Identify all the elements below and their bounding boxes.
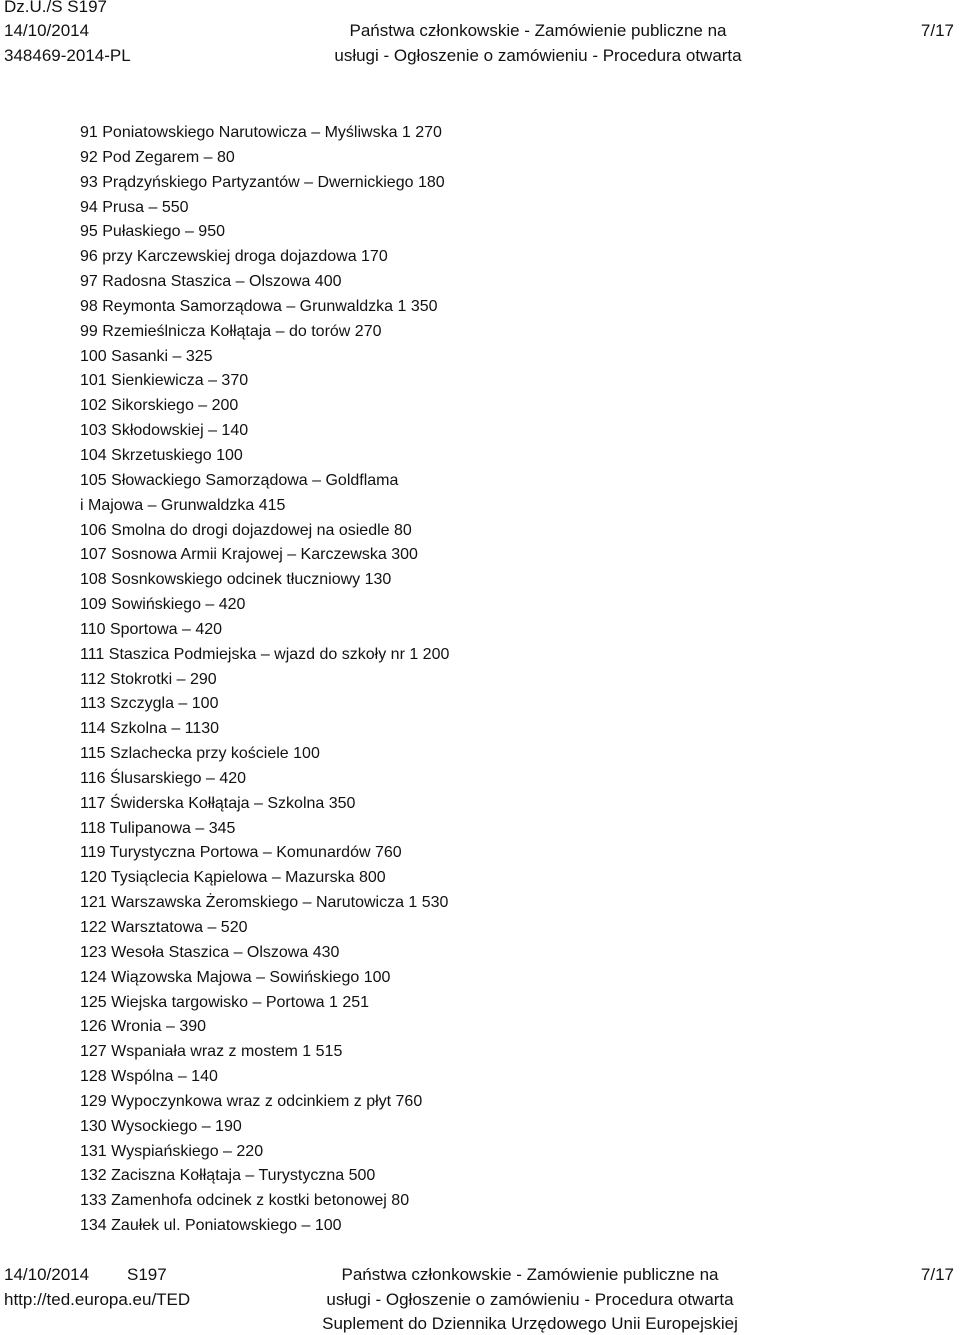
list-item: 115 Szlachecka przy kościele 100	[80, 745, 320, 763]
header-title-line1: Państwa członkowskie - Zamówienie publiczne na	[349, 21, 727, 40]
list-item: 117 Świderska Kołłątaja – Szkolna 350	[80, 794, 356, 812]
list-item: 100 Sasanki – 325	[80, 347, 213, 365]
header-page-number: 7/17	[920, 21, 954, 40]
header-date: 14/10/2014	[4, 21, 90, 40]
list-item: 99 Rzemieślnicza Kołłątaja – do torów 270	[80, 322, 382, 340]
list-item: 128 Wspólna – 140	[80, 1068, 218, 1086]
header-journal: Dz.U./S S197	[4, 0, 107, 16]
list-item: 110 Sportowa – 420	[80, 620, 223, 638]
list-item: 118 Tulipanowa – 345	[80, 819, 236, 837]
list-item: 98 Reymonta Samorządowa – Grunwaldzka 1 350	[80, 297, 438, 315]
footer-date: 14/10/2014	[4, 1265, 90, 1284]
list-item: 109 Sowińskiego – 420	[80, 596, 246, 614]
list-item: 123 Wesoła Staszica – Olszowa 430	[80, 943, 340, 961]
list-item: 105 Słowackiego Samorządowa – Goldflama	[80, 471, 399, 489]
list-item: 101 Sienkiewicza – 370	[80, 372, 249, 390]
list-item-continuation: i Majowa – Grunwaldzka 415	[80, 496, 286, 514]
list-item: 96 przy Karczewskiej droga dojazdowa 170	[80, 248, 388, 266]
list-item: 97 Radosna Staszica – Olszowa 400	[80, 273, 342, 291]
list-item: 106 Smolna do drogi dojazdowej na osiedle 80	[80, 521, 412, 539]
footer-title-line1: Państwa członkowskie - Zamówienie publiczne na	[341, 1265, 719, 1284]
footer-supplement: Suplement do Dziennika Urzędowego Unii Europejskiej	[322, 1314, 738, 1333]
list-item: 114 Szkolna – 1130	[80, 720, 220, 738]
list-item: 121 Warszawska Żeromskiego – Narutowicza 1 530	[80, 894, 449, 912]
list-item: 107 Sosnowa Armii Krajowej – Karczewska 300	[80, 546, 418, 564]
list-item: 134 Zaułek ul. Poniatowskiego – 100	[80, 1217, 342, 1235]
list-item: 131 Wyspiańskiego – 220	[80, 1142, 264, 1160]
list-item: 132 Zaciszna Kołłątaja – Turystyczna 500	[80, 1167, 376, 1185]
list-item: 102 Sikorskiego – 200	[80, 397, 239, 415]
list-item: 113 Szczygla – 100	[80, 695, 219, 713]
list-item: 116 Ślusarskiego – 420	[80, 769, 247, 787]
list-item: 91 Poniatowskiego Narutowicza – Myśliwska 1 270	[80, 124, 442, 141]
list-item: 93 Prądzyńskiego Partyzantów – Dwernickiego 180	[80, 173, 445, 191]
list-item: 130 Wysockiego – 190	[80, 1117, 242, 1135]
list-item: 94 Prusa – 550	[80, 198, 189, 216]
list-item: 111 Staszica Podmiejska – wjazd do szkoły nr 1 200	[80, 645, 450, 663]
header-doc-id: 348469-2014-PL	[4, 46, 131, 65]
list-item: 119 Turystyczna Portowa – Komunardów 760	[80, 844, 402, 862]
list-item: 112 Stokrotki – 290	[80, 670, 217, 688]
list-item: 126 Wronia – 390	[80, 1018, 207, 1036]
list-item: 125 Wiejska targowisko – Portowa 1 251	[80, 993, 370, 1011]
footer-title-line2: usługi - Ogłoszenie o zamówieniu - Procedura otwarta	[326, 1290, 734, 1309]
street-list	[80, 121, 940, 1239]
footer-page-number: 7/17	[920, 1265, 954, 1284]
list-item: 108 Sosnkowskiego odcinek tłuczniowy 130	[80, 571, 392, 589]
footer-url[interactable]: http://ted.europa.eu/TED	[4, 1290, 191, 1309]
list-item: 103 Skłodowskiej – 140	[80, 422, 249, 440]
list-item: 122 Warsztatowa – 520	[80, 919, 248, 936]
list-item: 129 Wypoczynkowa wraz z odcinkiem z płyt 760	[80, 1092, 423, 1110]
header-title-line2: usługi - Ogłoszenie o zamówieniu - Procedura otwarta	[334, 46, 742, 65]
list-item: 127 Wspaniała wraz z mostem 1 515	[80, 1043, 343, 1061]
list-item: 92 Pod Zegarem – 80	[80, 148, 235, 166]
list-item: 133 Zamenhofa odcinek z kostki betonowej 80	[80, 1192, 410, 1210]
list-item: 120 Tysiąclecia Kąpielowa – Mazurska 800	[80, 869, 386, 887]
list-item: 104 Skrzetuskiego 100	[80, 446, 243, 464]
list-item: 95 Pułaskiego – 950	[80, 223, 225, 241]
footer-journal-number: S197	[127, 1265, 167, 1284]
list-item: 124 Wiązowska Majowa – Sowińskiego 100	[80, 968, 391, 986]
